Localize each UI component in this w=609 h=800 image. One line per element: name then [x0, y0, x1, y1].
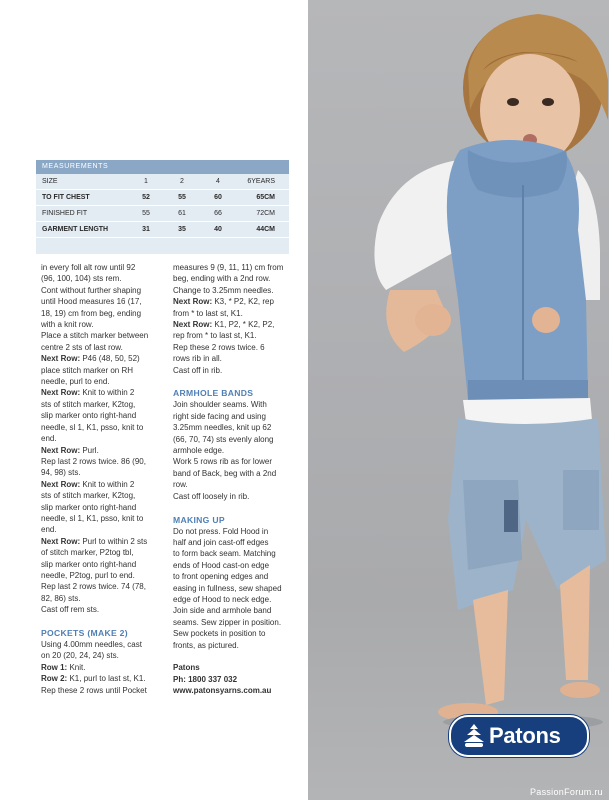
- text-line: Join shoulder seams. With: [173, 400, 267, 410]
- section-heading-pockets: POCKETS (MAKE 2): [41, 627, 128, 638]
- patons-tree-mark-icon: [463, 723, 485, 749]
- text-line: Cast off in rib.: [173, 365, 223, 375]
- text-line: until Hood measures 16 (17,: [41, 297, 142, 307]
- text-line: needle, purl to end.: [41, 377, 110, 387]
- section-heading-making-up: MAKING UP: [173, 514, 225, 525]
- table-cell: 1: [128, 174, 164, 190]
- text-line: to front opening edges and: [173, 572, 269, 582]
- text-line: in every foll alt row until 92: [41, 263, 136, 272]
- measurements-table: [36, 160, 289, 254]
- text-line: 3.25mm needles, knit up 62: [173, 423, 272, 433]
- table-cell: SIZE: [36, 174, 128, 190]
- table-cell: 44CM: [236, 222, 289, 238]
- child-in-knit-vest-illustration: [308, 0, 609, 800]
- table-cell: 61: [164, 206, 200, 222]
- text-line: slip marker onto right-hand: [41, 502, 137, 512]
- table-cell: 4: [200, 174, 236, 190]
- text-line: band of Back, beg with a 2nd: [173, 468, 277, 478]
- text-line: Rep these 2 rows twice. 6: [173, 342, 265, 352]
- text-line: to form back seam. Matching: [173, 549, 276, 559]
- table-row: [36, 174, 289, 190]
- row-text: Knit to within 2: [80, 479, 135, 489]
- text-line: end.: [41, 434, 57, 444]
- text-line: Join side and armhole band: [173, 606, 272, 616]
- row-label: Next Row:: [41, 479, 81, 489]
- text-line: edge of Hood to neck edge.: [173, 594, 272, 604]
- text-line: needle, sl 1, K1, psso, knit to: [41, 513, 144, 523]
- text-line: right side facing and using: [173, 411, 266, 421]
- text-line: armhole edge.: [173, 446, 225, 456]
- row-text: Purl to within 2 sts: [80, 536, 148, 546]
- measurements-title: MEASUREMENTS: [36, 160, 289, 174]
- instruction-line: [41, 673, 191, 684]
- text-line: rep from * to last st, K1.: [173, 331, 257, 341]
- text-line: Cont without further shaping: [41, 285, 142, 295]
- text-line: sts of stitch marker, K2tog,: [41, 491, 136, 501]
- spacer: [173, 502, 323, 513]
- table-cell: 52: [128, 190, 164, 206]
- table-cell: GARMENT LENGTH: [36, 222, 128, 238]
- text-line: rows rib in all.: [173, 354, 222, 364]
- text-line: Sew pockets in position to: [173, 629, 266, 639]
- spacer: [173, 651, 323, 662]
- text-line: Rep last 2 rows twice. 74 (78,: [41, 582, 146, 592]
- instruction-line: [173, 296, 323, 307]
- text-line: seams. Sew zipper in position.: [173, 617, 282, 627]
- text-line: half and join cast-off edges: [173, 537, 269, 547]
- text-line: sts of stitch marker, K2tog,: [41, 399, 136, 409]
- row-text: Knit to within 2: [80, 388, 135, 398]
- instruction-line: [41, 479, 191, 490]
- text-line: slip marker onto right-hand: [41, 411, 137, 421]
- row-text: K3, * P2, K2, rep: [212, 297, 274, 307]
- instruction-line: [41, 387, 191, 398]
- text-line: with a knit row.: [41, 320, 94, 330]
- text-line: place stitch marker on RH: [41, 365, 134, 375]
- row-label: Row 1:: [41, 662, 68, 672]
- product-photo: [308, 0, 609, 800]
- row-label: Next Row:: [41, 354, 81, 364]
- contact-phone: Ph: 1800 337 032: [173, 674, 238, 684]
- text-line: on 20 (20, 24, 24) sts.: [41, 651, 119, 661]
- text-line: end.: [41, 525, 57, 535]
- text-line: Place a stitch marker between: [41, 331, 149, 341]
- table-cell: 65CM: [236, 190, 289, 206]
- row-label: Next Row:: [41, 388, 81, 398]
- patons-logo: [449, 715, 589, 757]
- row-text: Knit.: [67, 662, 86, 672]
- table-cell: 35: [164, 222, 200, 238]
- instruction-line: [41, 445, 191, 456]
- contact-block: [173, 662, 323, 696]
- row-label: Next Row:: [173, 320, 213, 330]
- table-cell: 60: [200, 190, 236, 206]
- text-line: fronts, as pictured.: [173, 640, 239, 650]
- row-text: P46 (48, 50, 52): [80, 354, 140, 364]
- text-line: of stitch marker, P2tog tbl,: [41, 548, 134, 558]
- table-cell: FINISHED FIT: [36, 206, 128, 222]
- table-cell: 55: [128, 206, 164, 222]
- table-cell: 31: [128, 222, 164, 238]
- text-line: Work 5 rows rib as for lower: [173, 457, 272, 467]
- table-footer-spacer: [36, 238, 289, 254]
- row-text: Purl.: [80, 445, 99, 455]
- text-line: Change to 3.25mm needles.: [173, 285, 274, 295]
- text-line: (66, 70, 74) sts evenly along: [173, 434, 274, 444]
- text-line: 94, 98) sts.: [41, 468, 81, 478]
- text-line: centre 2 sts of last row.: [41, 342, 123, 352]
- table-cell: 72CM: [236, 206, 289, 222]
- contact-name: Patons: [173, 663, 200, 673]
- text-line: Do not press. Fold Hood in: [173, 526, 269, 536]
- text-line: (96, 100, 104) sts rem.: [41, 274, 122, 284]
- table-cell: TO FIT CHEST: [36, 190, 128, 206]
- instructions-column-1: [41, 262, 191, 696]
- spacer: [173, 376, 323, 387]
- row-label: Next Row:: [41, 536, 81, 546]
- table-row: [36, 190, 289, 206]
- text-line: slip marker onto right-hand: [41, 559, 137, 569]
- instructions-column-2: [173, 262, 323, 697]
- text-line: Using 4.00mm needles, cast: [41, 639, 142, 649]
- text-line: ends of Hood cast-on edge: [173, 560, 270, 570]
- text-line: easing in fullness, sew shaped: [173, 583, 282, 593]
- text-line: 18, 19) cm from beg, ending: [41, 308, 142, 318]
- row-text: K1, purl to last st, K1.: [67, 674, 146, 684]
- logo-wordmark: Patons: [489, 723, 561, 748]
- table-cell: 6YEARS: [236, 174, 289, 190]
- table-cell: 40: [200, 222, 236, 238]
- text-line: beg, ending with a 2nd row.: [173, 274, 271, 284]
- instruction-line: [41, 536, 191, 547]
- text-line: measures 9 (9, 11, 11) cm from: [173, 263, 284, 272]
- section-heading-armhole-bands: ARMHOLE BANDS: [173, 388, 254, 399]
- spacer: [41, 616, 191, 627]
- text-line: needle, sl 1, K1, psso, knit to: [41, 422, 144, 432]
- row-label: Next Row:: [41, 445, 81, 455]
- text-line: needle, P2tog, purl to end.: [41, 570, 135, 580]
- instruction-line: [41, 662, 191, 673]
- text-line: row.: [173, 480, 188, 490]
- row-label: Row 2:: [41, 674, 68, 684]
- text-line: Cast off rem sts.: [41, 605, 100, 615]
- table-row: [36, 206, 289, 222]
- text-line: 82, 86) sts.: [41, 593, 81, 603]
- instruction-line: [173, 319, 323, 330]
- contact-website: www.patonsyarns.com.au: [173, 686, 272, 696]
- table-row: [36, 222, 289, 238]
- text-line: Rep last 2 rows twice. 86 (90,: [41, 456, 146, 466]
- text-line: Rep these 2 rows until Pocket: [41, 685, 147, 695]
- watermark: PassionForum.ru: [529, 787, 603, 797]
- row-text: K1, P2, * K2, P2,: [212, 320, 275, 330]
- table-cell: 55: [164, 190, 200, 206]
- text-line: from * to last st, K1.: [173, 308, 243, 318]
- table-cell: 2: [164, 174, 200, 190]
- table-cell: 66: [200, 206, 236, 222]
- row-label: Next Row:: [173, 297, 213, 307]
- instruction-line: [41, 353, 191, 364]
- text-line: Cast off loosely in rib.: [173, 491, 250, 501]
